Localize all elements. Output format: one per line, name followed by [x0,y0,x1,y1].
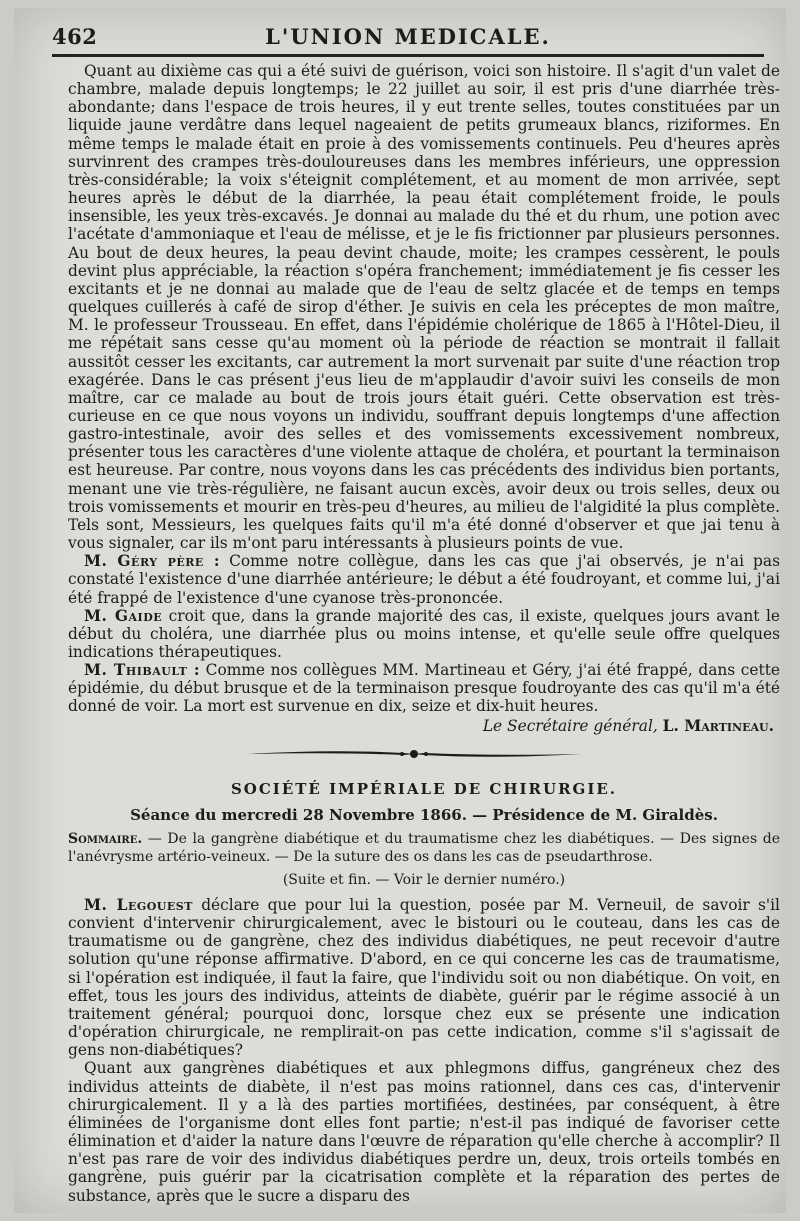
signature-name: L. Martineau. [662,716,774,735]
gaide-remark-text: croit que, dans la grande majorité des cas, il existe, quelques jours avant le début du choléra, une diarrhée plus ou moins intense, et qu'elle seule offre quelques indications thérapeutiques. [68,606,780,661]
legouest-text: déclare que pour lui la question, posée par M. Verneuil, de savoir s'il convient d'intervenir chirurgicalement, avec le bistouri ou le couteau, dans les cas de traumatisme ou de gangrène, chez des individus diabétiques, ne peut recevoir d'autre solution qu'une réponse affirmative. D'abord, en ce qui concerne les cas de traumatisme, si l'opération est indiquée, il faut la faire, que l'individu soit ou non diabétique. On voit, en effet, tous les jours des individus, atteints de diabète, guérir par le régime associé à un traitement général; pourquoi donc, lorsque chez eux se présente une indication d'opération chirurgicale, ne remplirait-on pas cette indication, comme s'il s'agissait de gens non-diabétiques? [68,896,780,1060]
summary [68,830,780,866]
signature [68,717,780,735]
gery-remark [68,552,780,606]
summary-text: — De la gangrène diabétique et du traumatisme chez les diabétiques. — Des signes de l'anévrysme artério-veineux. — De la suture des os dans les cas de pseudarthrose. [68,831,780,865]
summary-label: Sommaire. [68,831,143,847]
ornamental-divider [244,744,584,764]
thibault-remark [68,661,780,715]
speaker-gery: M. Géry père : [84,552,221,571]
running-title: L'UNION MEDICALE. [265,24,551,49]
thibault-remark-text: Comme nos collègues MM. Martineau et Géry, j'ai été frappé, dans cette épidémie, du début brusque et de la terminaison presque foudroyante des cas qu'il m'a été donné de voir. La mort est survenue en dix, seize et dix-huit heures. [68,661,780,716]
newspaper-page [14,8,786,1213]
case-report-paragraph: Quant au dixième cas qui a été suivi de guérison, voici son histoire. Il s'agit d'un valet de chambre, malade depuis longtemps; le 22 juillet au soir, il est pris d'une diarrhée très-abondante; dans l'espace de trois heures, il y eut trente selles, toutes constituées par un liquide jaune verdâtre dans lequel nageaient de petits grumeaux blancs, riziformes. En même temps le malade était en proie à des vomissements continuels. Peu d'heures après survinrent des crampes très-douloureuses dans les membres inférieurs, une oppression très-considérable; la voix s'éteignit complétement, et au moment de mon arrivée, sept heures après le début de la diarrhée, la peau était complétement froide, le pouls insensible, les yeux très-excavés. Je donnai au malade du thé et du rhum, une potion avec l'acétate d'ammoniaque et l'eau de mélisse, et je le fis frictionner par plusieurs personnes. Au bout de deux heures, la peau devint chaude, moite; les crampes cessèrent, le pouls devint plus appréciable, la réaction s'opéra franchement; immédiatement je fis cesser les excitants et je ne donnai au malade que de l'eau de seltz glacée et de temps en temps quelques cuillerés à café de sirop d'éther. Je suivis en cela les préceptes de mon maître, M. le professeur Trousseau. En effet, dans l'épidémie cholérique de 1865 à l'Hôtel-Dieu, il me répétait sans cesse qu'au moment où la période de réaction se montrait il fallait aussitôt cesser les excitants, car autrement la mort survenait par suite d'une réaction trop exagérée. Dans le cas présent j'eus lieu de m'applaudir d'avoir suivi les conseils de mon maître, car ce malade au bout de trois jours était guéri. Cette observation est très-curieuse en ce que nous voyons un individu, souffrant depuis longtemps d'une affection gastro-intestinale, avoir des selles et des vomissements excessivement nombreux, présenter tous les caractères d'une violente attaque de choléra, et pourtant la terminaison est heureuse. Par contre, nous voyons dans les cas précédents des individus bien portants, menant une vie très-régulière, ne faisant aucun excès, avoir deux ou trois selles, deux ou trois vomissements et mourir en très-peu d'heures, au milieu de l'algidité la plus complète. Tels sont, Messieurs, les quelques faits qu'il m'a été donné d'observer et que jai tenu à vous signaler, car ils m'ont paru intéressants à plusieurs points de vue. [68,62,780,553]
speaker-gaide: M. Gaide [84,606,163,625]
gaide-remark [68,607,780,661]
section-title: SOCIÉTÉ IMPÉRIALE DE CHIRURGIE. [230,780,618,798]
header-rule [52,54,764,57]
legouest-paragraph [68,896,780,1059]
page-number: 462 [52,24,98,49]
page-header [52,18,764,52]
continued-note: (Suite et fin. — Voir le dernier numéro.) [282,872,566,888]
signature-role: Le Secrétaire général, [482,716,658,735]
gery-remark-text: Comme notre collègue, dans les cas que j'ai observés, je n'ai pas constaté l'existence d'une diarrhée antérieure; le début a été foudroyant, et comme lui, j'ai été frappé de l'existence d'une cyanose très-prononcée. [68,552,780,607]
speaker-legouest: M. Legouest [84,896,193,914]
speaker-thibault: M. Thibault : [84,661,201,680]
session-line: Séance du mercredi 28 Novembre 1866. — Présidence de M. Giraldès. [130,806,718,824]
upper-body [68,62,780,735]
lower-body [68,896,780,1205]
gangrene-paragraph: Quant aux gangrènes diabétiques et aux phlegmons diffus, gangréneux chez des individus atteints de diabète, il n'est pas moins rationnel, dans ces cas, d'intervenir chirurgicalement. Il y a là des parties mortifiées, destinées, par conséquent, à être éliminées de l'organisme dont elles font partie; n'est-il pas indiqué de favoriser cette élimination et d'aider la nature dans l'œuvre de réparation qu'elle cherche à accomplir? Il n'est pas rare de voir des individus diabétiques perdre un, deux, trois orteils tombés en gangrène, puis guérir par la cicatrisation complète et la réparation des pertes de substance, après que le sucre a disparu des [68,1059,780,1205]
